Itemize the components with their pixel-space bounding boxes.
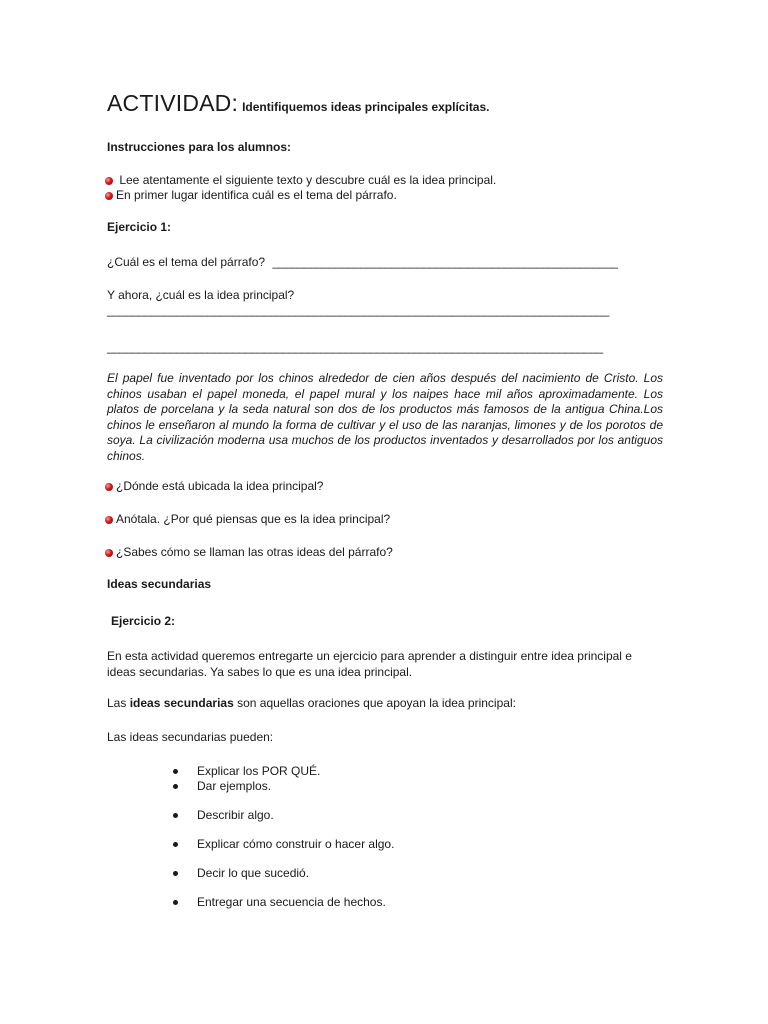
red-bullet-icon xyxy=(105,516,113,524)
definition-prefix: Las xyxy=(107,696,130,710)
red-bullet-icon xyxy=(105,192,113,200)
title-subtitle: Identifiquemos ideas principales explícitas. xyxy=(242,100,490,114)
instruction-text: Lee atentamente el siguiente texto y descubre cuál es la idea principal. xyxy=(116,173,497,187)
bullet-icon xyxy=(173,900,178,905)
list-item xyxy=(173,779,271,793)
secondary-heading: Ideas secundarias xyxy=(107,577,212,591)
question-item xyxy=(105,545,393,559)
bullet-icon xyxy=(173,813,178,818)
bullet-icon xyxy=(173,784,178,789)
instruction-item xyxy=(105,188,397,202)
instruction-item xyxy=(105,173,496,187)
red-bullet-icon xyxy=(105,177,113,185)
question-topic xyxy=(107,255,618,269)
question-main-idea: Y ahora, ¿cuál es la idea principal? xyxy=(107,288,295,302)
question-item xyxy=(105,512,390,526)
reading-paragraph: El papel fue inventado por los chinos alrededor de cien años después del nacimiento de Cristo. Los chinos usaban el papel moneda, el papel mural y los naipes hace mil años aproximadamente. Los platos de porcelana y la seda natural son dos de los productos más famosos de la antigua China.Los chinos le enseñaron al mundo la forma de cultivar y el uso de las naranjas, limones y de los porotos de soya. La civilización moderna usa muchos de los productos inventados y desarrollados por los antiguos chinos. xyxy=(107,371,663,463)
question-text: ¿Sabes cómo se llaman las otras ideas del párrafo? xyxy=(116,545,393,559)
exercise1-heading: Ejercicio 1: xyxy=(107,220,172,234)
list-item xyxy=(173,837,394,851)
list-item xyxy=(173,808,274,822)
bullet-icon xyxy=(173,769,178,774)
list-item xyxy=(173,895,386,909)
question-item xyxy=(105,479,323,493)
list-item-text: Explicar cómo construir o hacer algo. xyxy=(197,837,395,851)
question-topic-text: ¿Cuál es el tema del párrafo? xyxy=(107,255,266,269)
list-item-text: Entregar una secuencia de hechos. xyxy=(197,895,386,909)
bullet-icon xyxy=(173,842,178,847)
exercise2-heading: Ejercicio 2: xyxy=(111,614,176,628)
answer-line: _______________________________________________________________________________ xyxy=(107,340,603,354)
instructions-heading: Instrucciones para los alumnos: xyxy=(107,140,292,154)
red-bullet-icon xyxy=(105,483,113,491)
list-item xyxy=(173,764,320,778)
list-item-text: Dar ejemplos. xyxy=(197,779,272,793)
list-item xyxy=(173,866,309,880)
definition-line xyxy=(107,696,516,710)
red-bullet-icon xyxy=(105,549,113,557)
instruction-text: En primer lugar identifica cuál es el tema del párrafo. xyxy=(116,188,397,202)
list-item-text: Decir lo que sucedió. xyxy=(197,866,310,880)
question-text: ¿Dónde está ubicada la idea principal? xyxy=(116,479,324,493)
bullet-icon xyxy=(173,871,178,876)
definition-suffix: son aquellas oraciones que apoyan la idea principal: xyxy=(233,696,516,710)
exercise2-intro: En esta actividad queremos entregarte un ejercicio para aprender a distinguir entre idea principal e ideas secundarias. Ya sabes lo que es una idea principal. xyxy=(107,649,632,679)
list-item-text: Describir algo. xyxy=(197,808,274,822)
can-label: Las ideas secundarias pueden: xyxy=(107,730,274,744)
answer-line: ________________________________________________________________________________ xyxy=(107,303,609,317)
list-item-text: Explicar los POR QUÉ. xyxy=(197,764,321,778)
page-title xyxy=(107,90,490,117)
answer-line: _______________________________________________________ xyxy=(272,255,618,269)
title-activity: ACTIVIDAD: xyxy=(107,90,239,116)
question-text: Anótala. ¿Por qué piensas que es la idea principal? xyxy=(116,512,391,526)
definition-bold: ideas secundarias xyxy=(129,696,234,710)
